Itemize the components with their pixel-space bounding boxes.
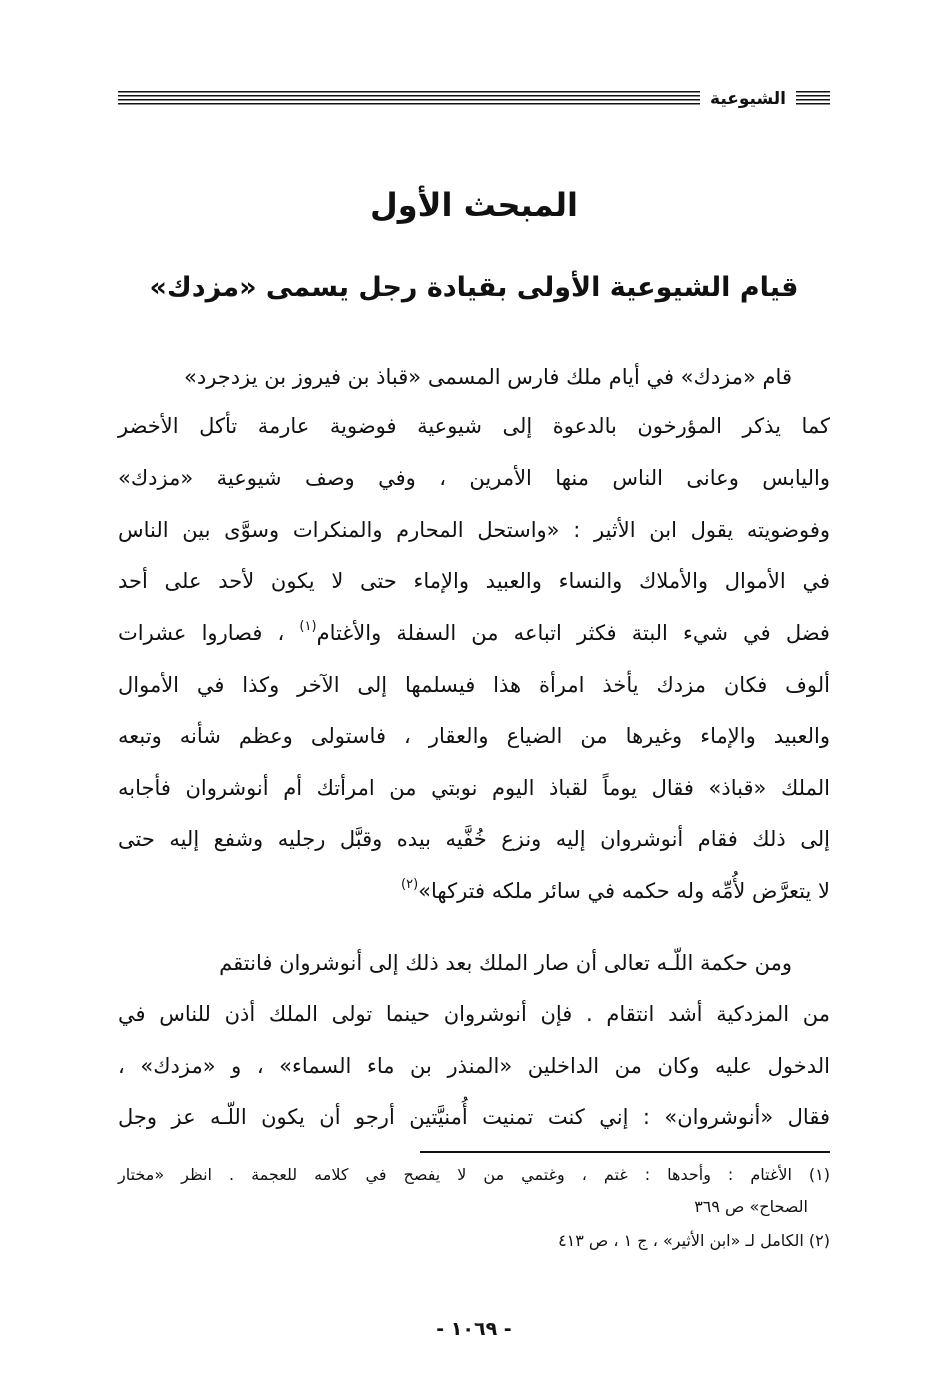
- footnote-divider: [420, 1151, 830, 1153]
- paragraph-1-line-2: كما يذكر المؤرخون بالدعوة إلى شيوعية فوضوية عارمة تأكل الأخضر: [118, 414, 830, 438]
- paragraph-1-line-11-text: لا يتعرَّض لأُمِّه وله حكمه في سائر ملكه فتركها»: [418, 879, 830, 903]
- paragraph-1-line-10: إلى ذلك فقام أنوشروان إليه ونزع خُفَّيه بيده وقبَّل رجليه وشفع إليه حتى: [118, 827, 830, 851]
- paragraph-1-line-9: الملك «قباذ» فقال يوماً لقباذ اليوم نوبتي من امرأتك أم أنوشروان فأجابه: [118, 776, 830, 800]
- running-header: [118, 86, 830, 112]
- section-title: المبحث الأول: [369, 186, 579, 224]
- paragraph-2-line-4: فقال «أنوشروان» : إني كنت تمنيت أُمنيَّتين أرجو أن يكون اللّـه عز وجل: [118, 1105, 830, 1129]
- paragraph-1-line-5: في الأموال والأملاك والنساء والعبيد والإماء حتى لا يكون لأحد على أحد: [118, 569, 830, 593]
- header-rule-left: [118, 91, 700, 107]
- paragraph-1-line-1: قام «مزدك» في أيام ملك فارس المسمى «قباذ بن فيروز بن يزدجرد»: [184, 365, 792, 389]
- header-rule-right: [796, 91, 830, 107]
- paragraph-2-line-3: الدخول عليه وكان من الداخلين «المنذر بن ماء السماء» ، و «مزدك» ،: [118, 1054, 830, 1078]
- page-number: - ١٠٦٩ -: [436, 1318, 512, 1340]
- paragraph-1-line-3: واليابس وعانى الناس منها الأمرين ، وفي وصف شيوعية «مزدك»: [118, 466, 830, 490]
- footnote-1-line-1: (١) الأغتام : وأحدها : غتم ، وغتمي من لا يفصح في كلامه للعجمة . انظر «مختار: [118, 1165, 830, 1184]
- footnote-1-line-2: الصحاح» ص ٣٦٩: [694, 1197, 808, 1216]
- paragraph-1-line-7: ألوف فكان مزدك يأخذ امرأة هذا فيسلمها إلى الآخر وكذا في الأموال: [118, 673, 830, 697]
- section-subtitle: قيام الشيوعية الأولى بقيادة رجل يسمى «مزدك»: [149, 272, 799, 303]
- paragraph-1-line-11: [118, 876, 830, 906]
- paragraph-1-line-6: [118, 618, 830, 648]
- paragraph-1-line-6-start: فضل في شيء البتة فكثر اتباعه من السفلة والأغتام: [316, 621, 830, 645]
- footnote-2: (٢) الكامل لـ «ابن الأثير» ، ج ١ ، ص ٤١٣: [558, 1231, 830, 1250]
- paragraph-1-line-8: والعبيد والإماء وغيرها من الضياع والعقار ، فاستولى وعظم شأنه وتبعه: [118, 724, 830, 748]
- paragraph-1-line-4: وفوضويته يقول ابن الأثير : «واستحل المحارم والمنكرات وسوَّى بين الناس: [118, 518, 830, 542]
- footnote-ref-2: (٢): [401, 877, 419, 892]
- footnote-ref-1: (١): [299, 619, 317, 634]
- paragraph-2-line-2: من المزدكية أشد انتقام . فإن أنوشروان حينما تولى الملك أذن للناس في: [118, 1002, 830, 1026]
- header-title: الشيوعية: [710, 89, 786, 109]
- paragraph-1-line-6-end: ، فصاروا عشرات: [118, 621, 285, 645]
- paragraph-2-line-1: ومن حكمة اللّـه تعالى أن صار الملك بعد ذلك إلى أنوشروان فانتقم: [219, 951, 792, 975]
